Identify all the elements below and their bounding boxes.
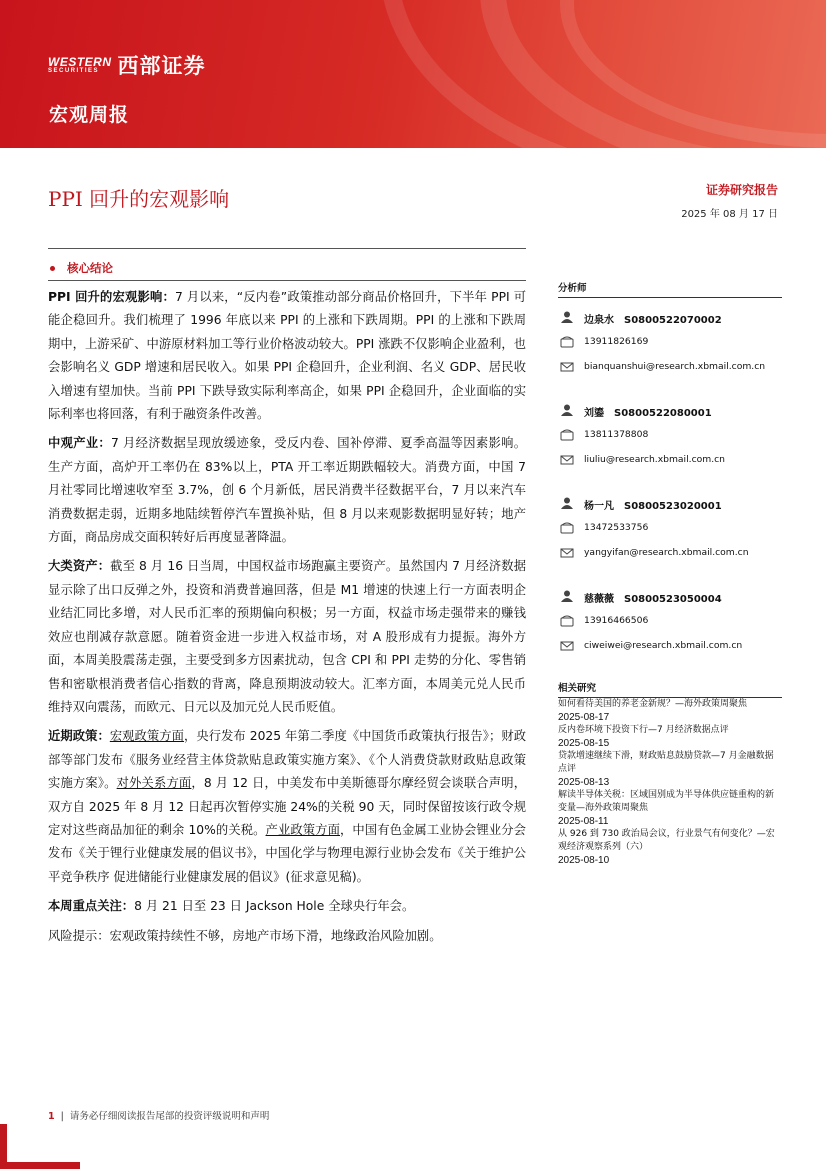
person-icon <box>560 311 574 323</box>
page-footer: 1 | 请务必仔细阅读报告尾部的投资评级说明和声明 <box>48 1111 270 1122</box>
analyst-card: 边泉水 S0800522070002 13911826169 bianquanshui@research.xbmail.com.cn <box>558 298 782 391</box>
related-item[interactable]: 贷款增速继续下滑，财政贴息鼓励贷款—7 月金融数据点评 2025-08-13 <box>558 751 774 788</box>
related-item[interactable]: 反内卷环境下投资下行—7 月经济数据点评 2025-08-15 <box>558 725 729 749</box>
divider <box>48 248 526 249</box>
divider <box>48 280 526 281</box>
page-title: PPI 回升的宏观影响 <box>48 187 230 211</box>
main-body <box>48 286 526 954</box>
report-type: 证券研究报告 <box>705 183 778 197</box>
core-heading: 核心结论 <box>48 260 113 276</box>
person-icon <box>560 590 574 602</box>
analyst-email[interactable]: liuliu@research.xbmail.com.cn <box>584 454 726 465</box>
analyst-card: 刘鎏 S0800522080001 13811378808 liuliu@research.xbmail.com.cn <box>558 391 782 484</box>
analyst-email[interactable]: yangyifan@research.xbmail.com.cn <box>584 547 749 558</box>
phone-icon <box>560 429 574 441</box>
paragraph-policy: 近期政策：宏观政策方面，央行发布 2025 年第二季度《中国货币政策执行报告》；财政部等部门发布《服务业经营主体贷款贴息政策实施方案》、《个人消费贷款财政贴息政策实施方案》。对外关系方面，8 月 12 日，中美发布中美斯德哥尔摩经贸会谈联合声明，双方自 2025 年 8 月 12 日起再次暂停实施 24%的关税 90 天，同时保留按该行政令规定对这些商品加征的剩余 10%的关税。产业政策方面，中国有色金属工业协会锂业分会发布《关于锂行业健康发展的倡议书》，中国化学与物理电源行业协会发布《关于维护公平竞争秩序 促进储能行业健康发展的倡议》(征求意见稿)。 <box>48 729 526 884</box>
person-icon <box>560 404 574 416</box>
paragraph-ppi: PPI 回升的宏观影响：7 月以来，“反内卷”政策推动部分商品价格回升，下半年 PPI 可能企稳回升。我们梳理了 1996 年底以来 PPI 的上涨和下跌周期。PPI 的上涨和下跌周期中，上游采矿、中游原材料加工等行业价格波动较大。PPI 涨跌不仅影响企业盈利，也会影响名义 GDP 增速和居民收入。如果 PPI 企稳回升，企业利润、名义 GDP、居民收入增速有望加快。当前 PPI 下跌导致实际利率高企，如果 PPI 企稳回升，企业面临的实际利率也将回落，有利于融资条件改善。 <box>48 290 527 422</box>
bullet-icon <box>50 266 55 271</box>
related-research <box>558 680 782 867</box>
paragraph-risk: 风险提示：宏观政策持续性不够，房地产市场下滑，地缘政治风险加剧。 <box>48 928 442 943</box>
analyst-heading: 分析师 <box>558 280 782 298</box>
person-icon <box>560 497 574 509</box>
related-item[interactable]: 解读半导体关税：区域国别成为半导体供应链重构的新变量—海外政策周聚焦 2025-08-11 <box>558 790 775 827</box>
related-item[interactable]: 从 926 到 730 政治局会议，行业景气有何变化？—宏观经济观察系列（六） 2025-08-10 <box>558 829 775 866</box>
logo <box>48 50 206 80</box>
footer-disclaimer: 请务必仔细阅读报告尾部的投资评级说明和声明 <box>69 1111 270 1122</box>
phone-icon <box>560 336 574 348</box>
report-date: 2025 年 08 月 17 日 <box>681 209 778 220</box>
logo-en: WESTERN SECURITIES <box>48 54 112 74</box>
paragraph-industry: 中观产业：7 月经济数据呈现放缓迹象，受反内卷、国补停滞、夏季高温等因素影响。生产方面，高炉开工率仍在 83%以上，PTA 开工率近期跌幅较大。消费方面，中国 7 月社零同比增速收窄至 3.7%，创 6 个月新低，居民消费半径数据平台，7 月以来汽车消费数据走弱，近期多地陆续暂停汽车置换补贴，但 8 月以来观影数据明显好转；地产方面，商品房成交面积转好后再度显著降温。 <box>48 436 526 545</box>
sidebar <box>558 280 782 867</box>
header-banner <box>0 0 826 148</box>
related-heading: 相关研究 <box>558 680 782 698</box>
report-series: 宏观周报 <box>49 104 130 126</box>
mail-icon <box>560 361 574 373</box>
logo-cn: 西部证券 <box>117 54 206 78</box>
mail-icon <box>560 640 574 652</box>
paragraph-assets: 大类资产：截至 8 月 16 日当周，中国权益市场跑赢主要资产。虽然国内 7 月经济数据显示除了出口反弹之外，投资和消费普遍回落，但是 M1 增速的快速上行一方面表明企业结汇同比多增，对人民币汇率的预期偏向积极；另一方面，权益市场走强带来的赚钱效应也削减存款意愿。随着资金进一步进入权益市场，对 A 股形成有力提振。海外方面，本周美股震荡走强，主要受到多方因素扰动，包含 CPI 和 PPI 走势的分化、零售销售和密歇根消费者信心指数的背离，降息预期波动较大。汇率方面，本周美元兑人民币维持双向震荡，而欧元、日元以及加元兑人民币贬值。 <box>48 559 526 714</box>
mail-icon <box>560 454 574 466</box>
related-item[interactable]: 如何看待美国的养老金新规？—海外政策周聚焦 2025-08-17 <box>558 699 748 723</box>
analyst-card: 慈薇薇 S0800523050004 13916466506 ciweiwei@research.xbmail.com.cn <box>558 577 782 670</box>
analyst-email[interactable]: ciweiwei@research.xbmail.com.cn <box>584 640 743 651</box>
phone-icon <box>560 615 574 627</box>
page-number: 1 <box>48 1111 55 1122</box>
phone-icon <box>560 522 574 534</box>
paragraph-focus: 本周重点关注：8 月 21 日至 23 日 Jackson Hole 全球央行年会。 <box>48 899 415 914</box>
corner-decoration <box>0 1162 80 1169</box>
mail-icon <box>560 547 574 559</box>
analyst-card: 杨一凡 S0800523020001 13472533756 yangyifan@research.xbmail.com.cn <box>558 484 782 577</box>
analyst-email[interactable]: bianquanshui@research.xbmail.com.cn <box>584 361 766 372</box>
